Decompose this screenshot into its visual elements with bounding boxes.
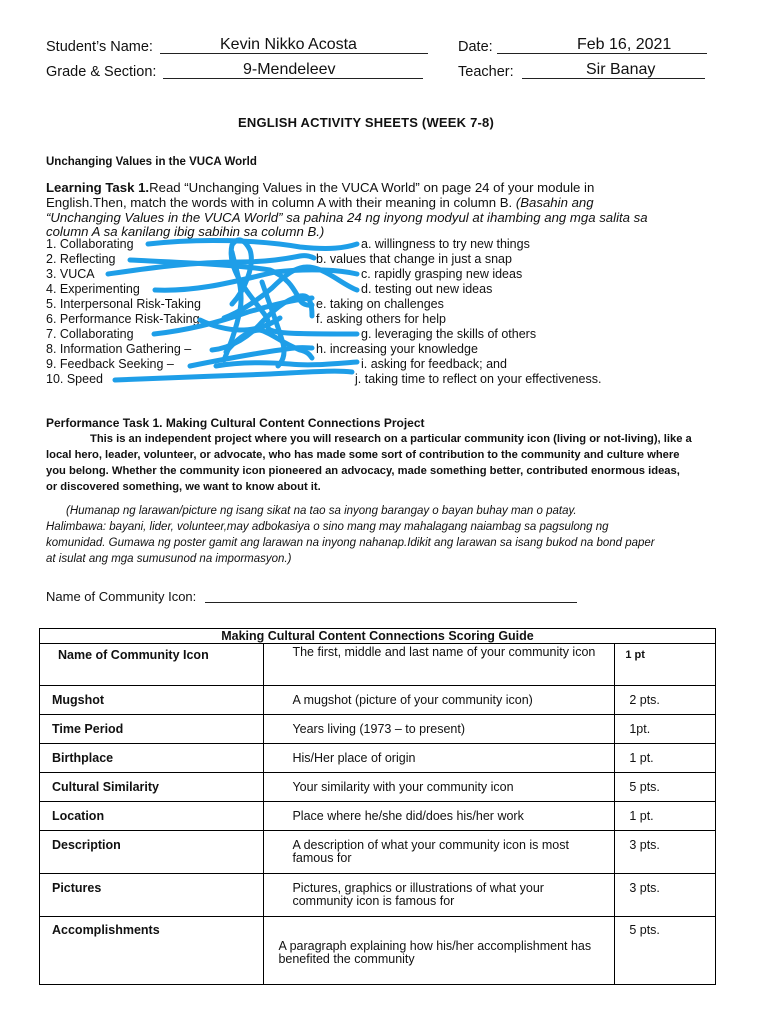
criterion-text: Name of Community Icon — [58, 648, 209, 662]
teacher-label: Teacher: — [458, 64, 514, 80]
column-b-item: j. taking time to reflect on your effectiveness. — [355, 372, 602, 386]
column-a-item: 6. Performance Risk-Taking — [46, 312, 200, 326]
learning-task-line-4: column A sa kanilang ibig sabihin sa column B.) — [46, 224, 325, 239]
date-label: Date: — [458, 39, 493, 55]
column-b-item: b. values that change in just a snap — [316, 252, 512, 266]
points-text: 3 pts. — [629, 838, 660, 852]
points-cell — [615, 831, 716, 874]
table-row — [40, 686, 716, 715]
points-cell — [615, 917, 716, 985]
scoring-guide-title-row — [40, 629, 716, 644]
description-text: Years living (1973 – to present) — [292, 722, 466, 736]
points-text: 1 pt. — [629, 751, 654, 765]
points-text: 1 pt — [625, 649, 645, 661]
table-row — [40, 644, 716, 686]
description-text: A mugshot (picture of your community icon) — [292, 693, 533, 707]
description-cell — [264, 802, 615, 831]
learning-task-line-3: “Unchanging Values in the VUCA World” sa pahina 24 ng inyong modyul at ihambing ang mga salita sa — [46, 210, 648, 225]
description-cell — [264, 644, 615, 686]
points-text: 3 pts. — [629, 881, 660, 895]
column-b-item: e. taking on challenges — [316, 297, 444, 311]
teacher-value[interactable]: Sir Banay — [586, 61, 656, 78]
learning-task-line-2-italic: (Basahin ang — [515, 195, 594, 210]
table-row — [40, 917, 716, 985]
criterion-cell — [40, 802, 264, 831]
description-cell — [264, 715, 615, 744]
points-text: 1 pt. — [629, 809, 654, 823]
points-text: 2 pts. — [629, 693, 660, 707]
description-text: Place where he/she did/does his/her work — [292, 809, 524, 823]
description-cell — [264, 773, 615, 802]
points-text: 1pt. — [629, 722, 651, 736]
criterion-text: Pictures — [52, 881, 102, 895]
description-cell — [264, 874, 615, 917]
column-b-item: a. willingness to try new things — [361, 237, 530, 251]
points-text: 5 pts. — [629, 780, 660, 794]
column-a-item: 5. Interpersonal Risk-Taking — [46, 297, 201, 311]
performance-task-paragraph-line: you belong. Whether the community icon pioneered an advocacy, made something better, contributed enormous ideas, — [46, 465, 680, 477]
column-a-item: 10. Speed — [46, 372, 103, 386]
column-a-item: 2. Reflecting — [46, 252, 116, 266]
table-row — [40, 715, 716, 744]
table-row — [40, 773, 716, 802]
performance-task-filipino-line: komunidad. Gumawa ng poster gamit ang larawan na inyong nahanap.Idikit ang larawan sa isang bukod na bond paper — [46, 537, 655, 549]
criterion-text: Birthplace — [52, 751, 114, 765]
description-text: A description of what your community icon is most famous for — [292, 838, 569, 865]
column-a-item: 3. VUCA — [46, 267, 95, 281]
description-text: A paragraph explaining how his/her accomplishment has benefited the community — [278, 939, 592, 966]
column-a-item: 1. Collaborating — [46, 237, 134, 251]
points-cell — [615, 644, 716, 686]
learning-task-line-1-text: Read “Unchanging Values in the VUCA World” on page 24 of your module in — [149, 180, 595, 195]
column-b-item: h. increasing your knowledge — [316, 342, 478, 356]
points-cell — [615, 773, 716, 802]
description-text: Pictures, graphics or illustrations of what your community icon is famous for — [292, 881, 544, 908]
points-text: 5 pts. — [629, 923, 660, 937]
column-b-item: g. leveraging the skills of others — [361, 327, 537, 341]
criterion-cell — [40, 644, 264, 686]
points-cell — [615, 874, 716, 917]
description-cell — [264, 686, 615, 715]
grade-section-label: Grade & Section: — [46, 64, 157, 80]
criterion-cell — [40, 686, 264, 715]
performance-task-title: Performance Task 1. Making Cultural Content Connections Project — [46, 416, 425, 430]
points-cell — [615, 686, 716, 715]
criterion-text: Description — [52, 838, 121, 852]
column-b-item: c. rapidly grasping new ideas — [361, 267, 523, 281]
description-cell — [264, 917, 615, 985]
scoring-guide-title: Making Cultural Content Connections Scoring Guide — [40, 629, 716, 644]
learning-task-label: Learning Task 1. — [46, 180, 150, 195]
table-row — [40, 831, 716, 874]
column-b-item: d. testing out new ideas — [361, 282, 493, 296]
column-b-item: f. asking others for help — [316, 312, 446, 326]
criterion-cell — [40, 917, 264, 985]
column-a-item: 4. Experimenting — [46, 282, 140, 296]
performance-task-paragraph-line: or discovered something, we want to know about it. — [46, 481, 321, 493]
criterion-text: Location — [52, 809, 105, 823]
description-cell — [264, 831, 615, 874]
community-icon-label: Name of Community Icon: — [46, 589, 197, 604]
performance-task-filipino-line: at isulat ang mga sumusunod na impormasyon.) — [46, 553, 292, 565]
performance-task-filipino-line: (Humanap ng larawan/picture ng isang sikat na tao sa inyong barangay o bayan buhay man o patay. — [66, 505, 577, 517]
document-title: ENGLISH ACTIVITY SHEETS (WEEK 7-8) — [238, 115, 494, 130]
table-row — [40, 802, 716, 831]
criterion-cell — [40, 831, 264, 874]
table-row — [40, 744, 716, 773]
scoring-guide-table — [39, 628, 716, 985]
description-text: The first, middle and last name of your community icon — [292, 645, 596, 659]
column-a-item: 8. Information Gathering – — [46, 342, 192, 356]
description-cell — [264, 744, 615, 773]
criterion-cell — [40, 874, 264, 917]
community-icon-line[interactable] — [205, 602, 577, 603]
criterion-cell — [40, 744, 264, 773]
column-a-item: 7. Collaborating — [46, 327, 134, 341]
criterion-cell — [40, 715, 264, 744]
criterion-text: Time Period — [52, 722, 124, 736]
column-b-item: i. asking for feedback; and — [361, 357, 507, 371]
points-cell — [615, 802, 716, 831]
criterion-text: Cultural Similarity — [52, 780, 159, 794]
performance-task-filipino-line: Halimbawa: bayani, lider, volunteer,may adbokasiya o sino mang may mahalagang naiambag sa pagsulong ng — [46, 521, 609, 533]
performance-task-paragraph-line: local hero, leader, volunteer, or advocate, who has made some sort of contribution to the community and culture where — [46, 449, 680, 461]
date-value[interactable]: Feb 16, 2021 — [577, 36, 672, 53]
description-text: Your similarity with your community icon — [292, 780, 514, 794]
table-row — [40, 874, 716, 917]
criterion-cell — [40, 773, 264, 802]
criterion-text: Mugshot — [52, 693, 105, 707]
points-cell — [615, 715, 716, 744]
description-text: His/Her place of origin — [292, 751, 416, 765]
column-a-item: 9. Feedback Seeking – — [46, 357, 174, 371]
student-name-label: Student’s Name: — [46, 39, 153, 55]
criterion-text: Accomplishments — [52, 923, 160, 937]
points-cell — [615, 744, 716, 773]
learning-task-line-2-text: English.Then, match the words with in column A with their meaning in column B. — [46, 195, 516, 210]
performance-task-paragraph-line: This is an independent project where you will research on a particular community icon (living or not-living), like a — [90, 433, 692, 445]
section-subtitle: Unchanging Values in the VUCA World — [46, 156, 257, 168]
student-name-value[interactable]: Kevin Nikko Acosta — [220, 36, 357, 53]
grade-section-value[interactable]: 9-Mendeleev — [243, 61, 336, 78]
